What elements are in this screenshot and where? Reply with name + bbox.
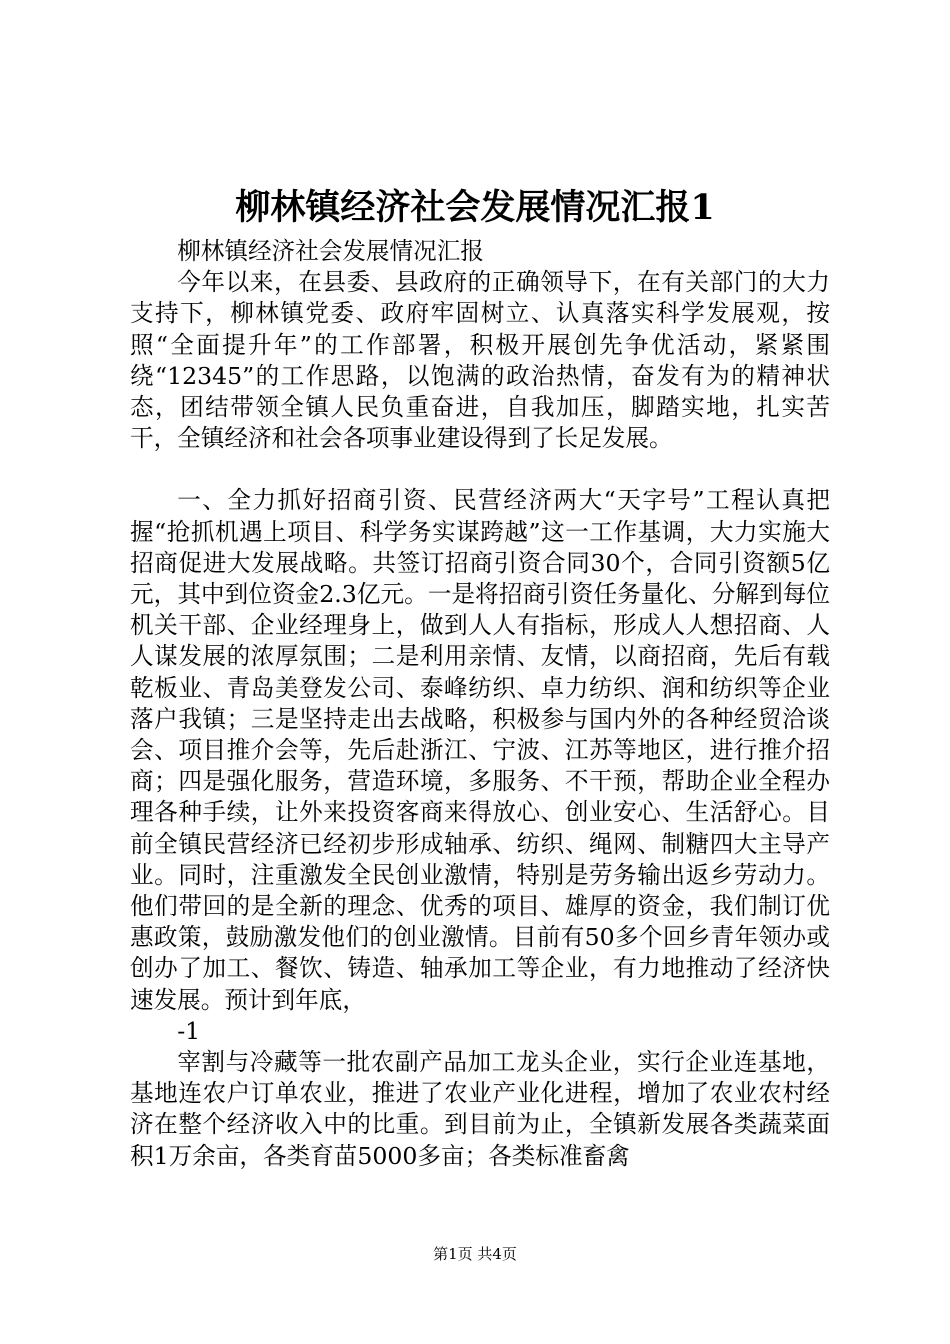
document-body <box>130 236 830 1172</box>
paragraph-page-marker: -1 <box>177 1016 201 1045</box>
document-title: 柳林镇经济社会发展情况汇报1 <box>235 187 715 228</box>
paragraph-section-one: 一、全力抓好招商引资、民营经济两大“天字号”工程认真把握“抢抓机遇上项目、科学务实谋跨越”这一工作基调，大力实施大招商促进大发展战略。共签订招商引资合同30个，合同引资额5亿元，其中到位资金2.3亿元。一是将招商引资任务量化、分解到每位机关干部、企业经理身上，做到人人有指标，形成人人想招商、人人谋发展的浓厚氛围；二是利用亲情、友情，以商招商，先后有载乾板业、青岛美登发公司、泰峰纺织、卓力纺织、润和纺织等企业落户我镇；三是坚持走出去战略，积极参与国内外的各种经贸洽谈会、项目推介会等，先后赴浙江、宁波、江苏等地区，进行推介招商；四是强化服务，营造环境，多服务、不干预，帮助企业全程办理各种手续，让外来投资客商来得放心、创业安心、生活舒心。目前全镇民营经济已经初步形成轴承、纺织、绳网、制糖四大主导产业。同时，注重激发全民创业激情，特别是劳务输出返乡劳动力。他们带回的是全新的理念、优秀的项目、雄厚的资金，我们制订优惠政策，鼓励激发他们的创业激情。目前有50多个回乡青年领办或创办了加工、餐饮、铸造、轴承加工等企业，有力地推动了经济快速发展。预计到年底， <box>130 486 830 1014</box>
page-footer: 第1页 共4页 <box>433 1245 517 1263</box>
paragraph-subtitle: 柳林镇经济社会发展情况汇报 <box>177 237 484 265</box>
paragraph-continuation: 宰割与冷藏等一批农副产品加工龙头企业，实行企业连基地，基地连农户订单农业，推进了农业产业化进程，增加了农业农村经济在整个经济收入中的比重。到目前为止，全镇新发展各类蔬菜面积1万余亩，各类育苗5000多亩；各类标准畜禽 <box>130 1048 830 1170</box>
paragraph-intro: 今年以来，在县委、县政府的正确领导下，在有关部门的大力支持下，柳林镇党委、政府牢固树立、认真落实科学发展观，按照“全面提升年”的工作部署，积极开展创先争优活动，紧紧围绕“12345”的工作思路，以饱满的政治热情，奋发有为的精神状态，团结带领全镇人民负重奋进，自我加压，脚踏实地，扎实苦干，全镇经济和社会各项事业建设得到了长足发展。 <box>130 268 830 453</box>
